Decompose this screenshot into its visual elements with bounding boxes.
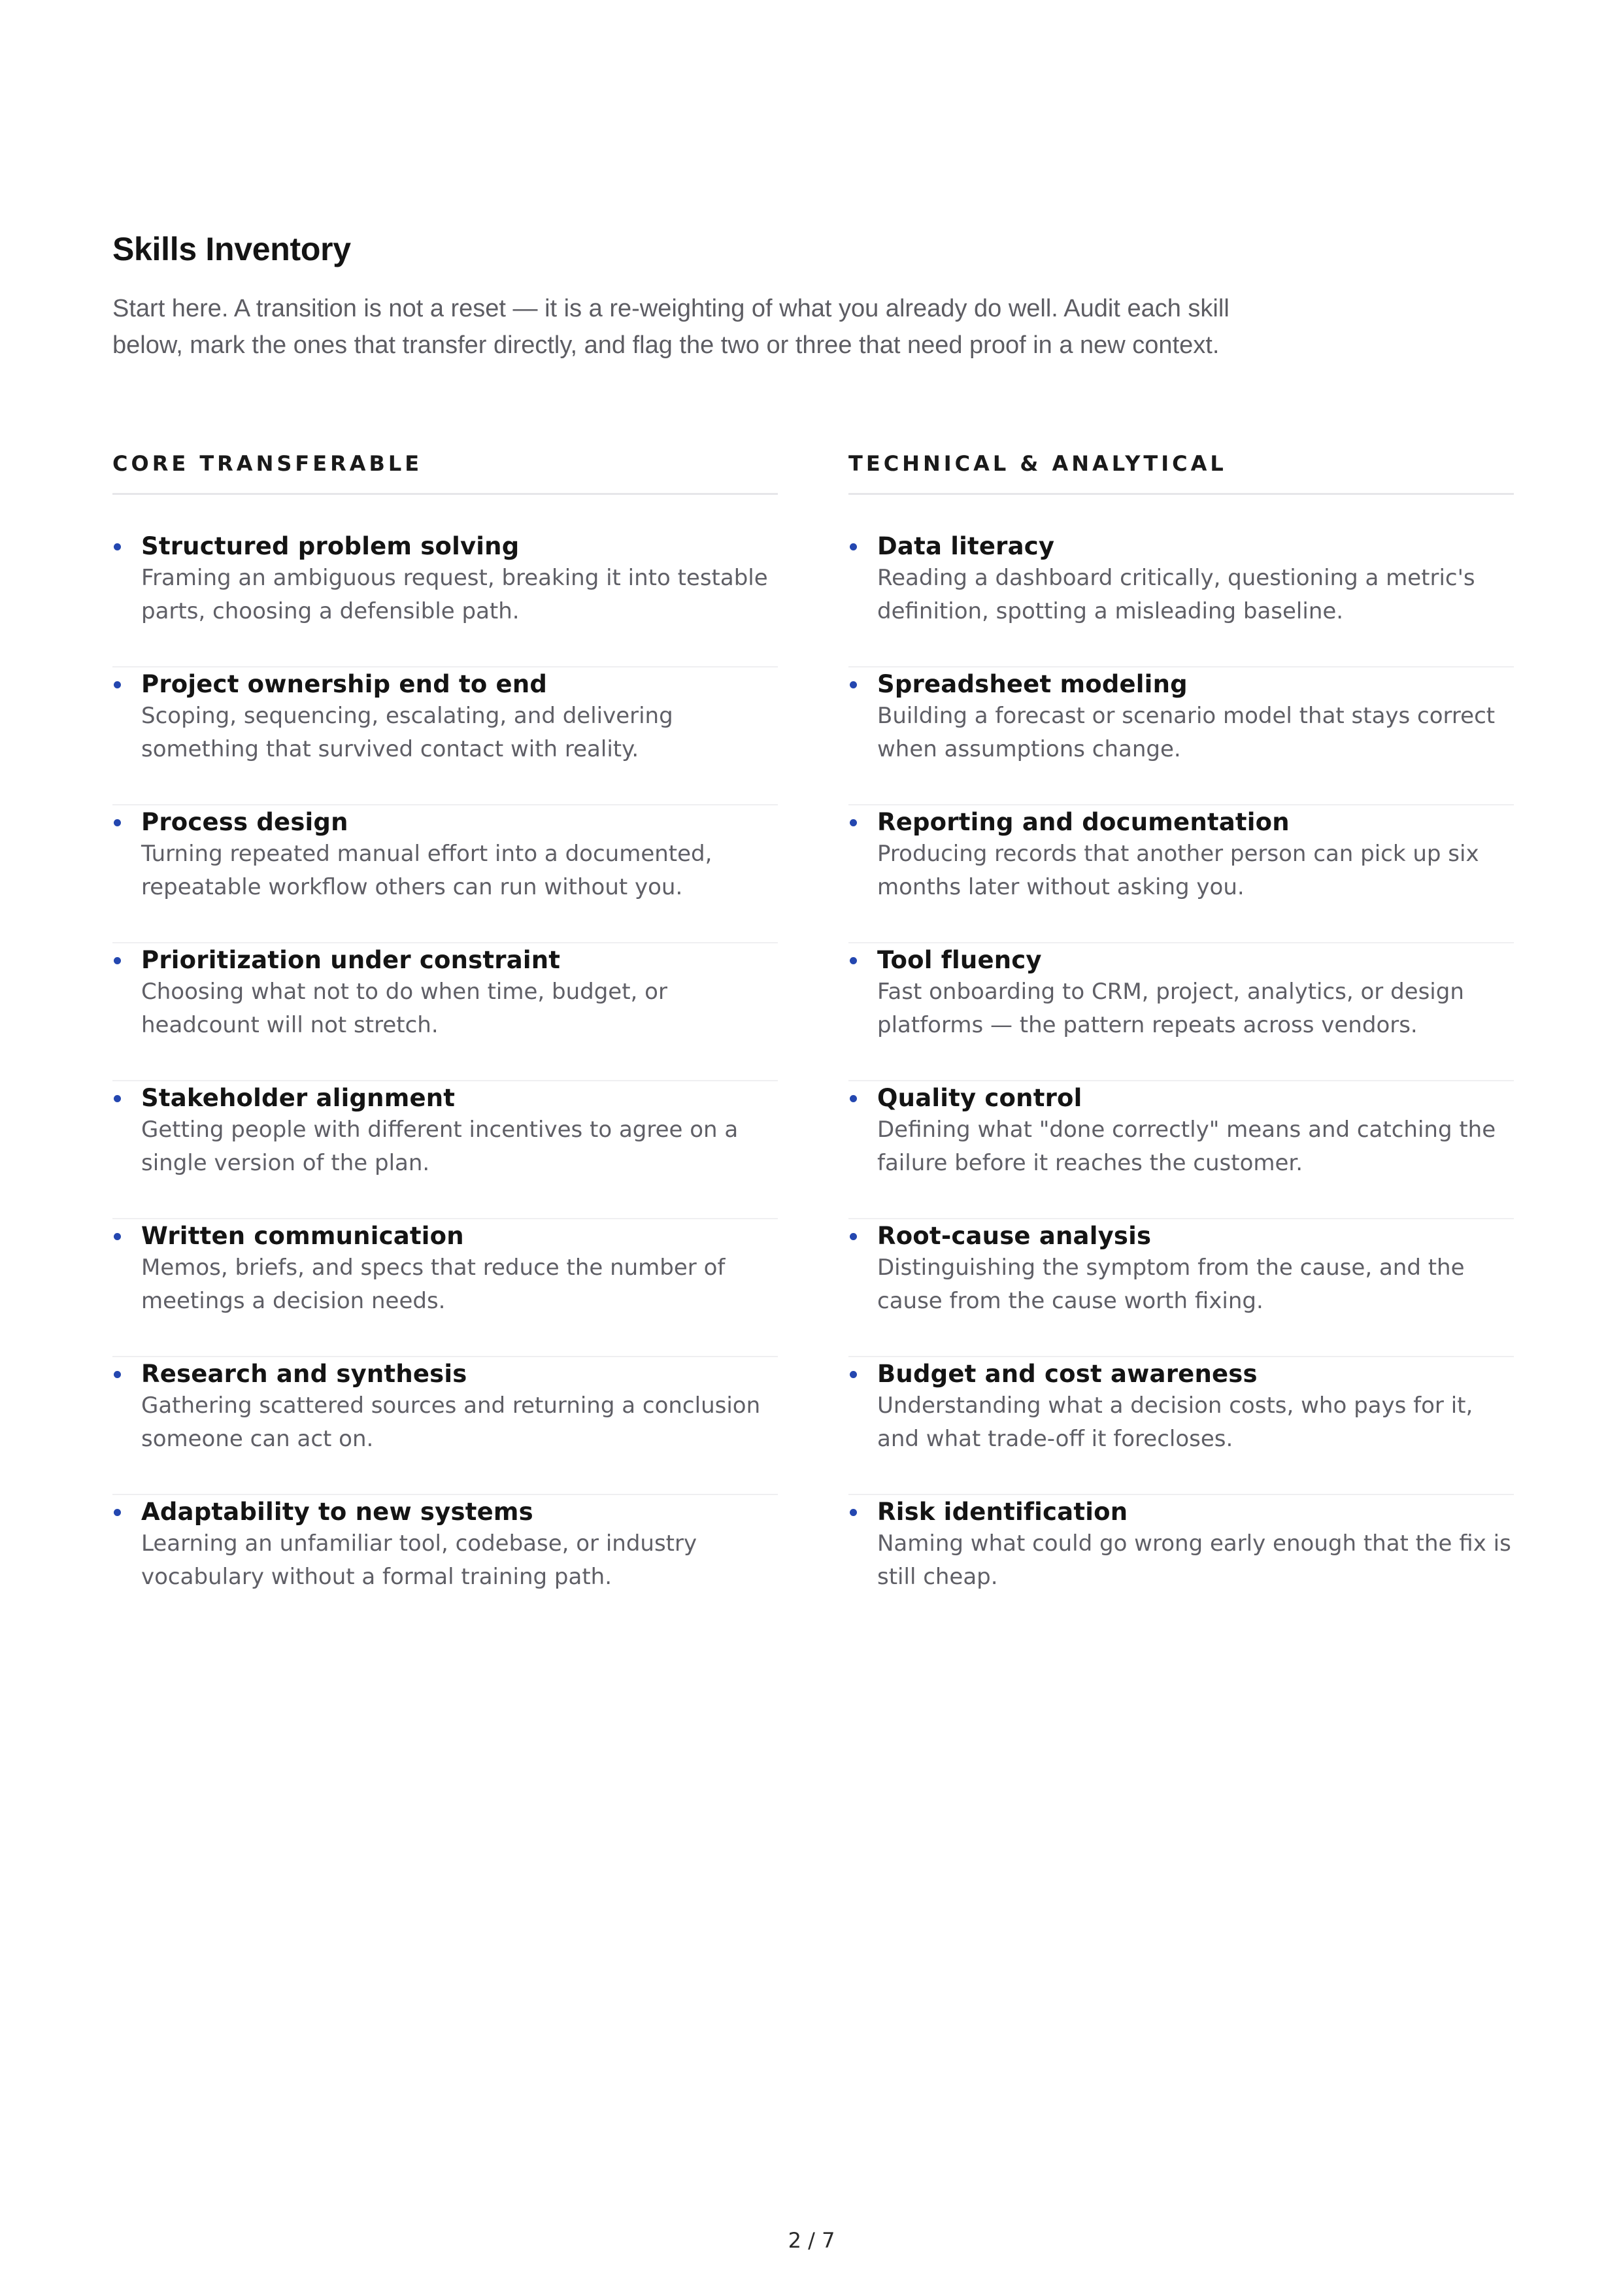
skill-description: Learning an unfamiliar tool, codebase, or industry vocabulary without a formal training path. — [141, 1530, 697, 1590]
bullet-icon — [850, 957, 857, 964]
list-item — [848, 1219, 1514, 1357]
skill-description: Memos, briefs, and specs that reduce the number of meetings a decision needs. — [141, 1255, 726, 1314]
skill-name: Stakeholder alignment — [141, 1084, 456, 1112]
intro-paragraph: Start here. A transition is not a reset — it is a re-weighting of what you already do well. Audit each skill below, mark the ones that transfer directly, and flag the two or three that need proof in a new context. — [112, 295, 1230, 359]
skill-description: Building a forecast or scenario model that stays correct when assumptions change. — [877, 703, 1496, 762]
skill-name: Tool fluency — [877, 946, 1042, 974]
list-item — [112, 667, 778, 805]
bullet-icon — [114, 1095, 121, 1102]
skill-name: Prioritization under constraint — [141, 946, 561, 974]
bullet-icon — [850, 543, 857, 550]
skill-name: Research and synthesis — [141, 1360, 467, 1388]
column-heading: CORE TRANSFERABLE — [112, 451, 778, 495]
skill-name: Quality control — [877, 1084, 1082, 1112]
bullet-icon — [850, 1371, 857, 1378]
bullet-icon — [114, 681, 121, 688]
page-number: 2 / 7 — [788, 2228, 835, 2253]
bullet-icon — [850, 1095, 857, 1102]
list-item — [112, 1495, 778, 1633]
skill-name: Risk identification — [877, 1498, 1128, 1526]
list-item — [848, 805, 1514, 943]
page-title: Skills Inventory — [112, 231, 351, 267]
list-item — [112, 530, 778, 667]
skill-name: Structured problem solving — [141, 532, 520, 560]
skill-description: Reading a dashboard critically, questioning a metric's definition, spotting a misleading baseline. — [877, 565, 1475, 624]
skill-description: Fast onboarding to CRM, project, analytics, or design platforms — the pattern repeats across vendors. — [877, 979, 1464, 1038]
list-item — [848, 667, 1514, 805]
bullet-icon — [850, 1233, 857, 1240]
skill-description: Defining what "done correctly" means and catching the failure before it reaches the customer. — [877, 1117, 1496, 1176]
bullet-icon — [114, 1371, 121, 1378]
bullet-icon — [850, 681, 857, 688]
skill-description: Naming what could go wrong early enough that the fix is still cheap. — [877, 1530, 1511, 1590]
list-item — [848, 1495, 1514, 1633]
list-item — [112, 943, 778, 1081]
list-item — [112, 805, 778, 943]
skill-description: Distinguishing the symptom from the cause, and the cause from the cause worth fixing. — [877, 1255, 1465, 1314]
skill-description: Producing records that another person can pick up six months later without asking you. — [877, 841, 1479, 900]
bullet-icon — [114, 543, 121, 550]
list-item — [848, 1357, 1514, 1495]
list-item — [112, 1219, 778, 1357]
skill-name: Written communication — [141, 1222, 464, 1250]
column-heading: TECHNICAL & ANALYTICAL — [848, 451, 1514, 495]
skill-list — [848, 530, 1514, 1633]
skill-description: Choosing what not to do when time, budget, or headcount will not stretch. — [141, 979, 667, 1038]
skill-name: Spreadsheet modeling — [877, 670, 1188, 698]
skill-name: Data literacy — [877, 532, 1055, 560]
bullet-icon — [114, 957, 121, 964]
bullet-icon — [114, 1233, 121, 1240]
bullet-icon — [114, 1509, 121, 1516]
skill-list — [112, 530, 778, 1633]
list-item — [848, 1081, 1514, 1219]
list-item — [112, 1357, 778, 1495]
list-item — [112, 1081, 778, 1219]
column-core-transferable — [112, 451, 778, 1633]
list-item — [848, 530, 1514, 667]
bullet-icon — [850, 819, 857, 826]
skill-name: Process design — [141, 808, 348, 836]
list-item — [848, 943, 1514, 1081]
skill-name: Project ownership end to end — [141, 670, 548, 698]
skill-description: Scoping, sequencing, escalating, and delivering something that survived contact with reality. — [141, 703, 673, 762]
bullet-icon — [850, 1509, 857, 1516]
skill-description: Framing an ambiguous request, breaking it into testable parts, choosing a defensible path. — [141, 565, 768, 624]
skill-name: Root-cause analysis — [877, 1222, 1152, 1250]
skill-description: Getting people with different incentives to agree on a single version of the plan. — [141, 1117, 739, 1176]
bullet-icon — [114, 819, 121, 826]
skill-description: Turning repeated manual effort into a documented, repeatable workflow others can run without you. — [141, 841, 712, 900]
skill-name: Budget and cost awareness — [877, 1360, 1258, 1388]
skill-name: Reporting and documentation — [877, 808, 1290, 836]
skill-description: Understanding what a decision costs, who pays for it, and what trade-off it forecloses. — [877, 1393, 1473, 1452]
skill-name: Adaptability to new systems — [141, 1498, 533, 1526]
skill-description: Gathering scattered sources and returning a conclusion someone can act on. — [141, 1393, 761, 1452]
column-technical-analytical — [848, 451, 1514, 1633]
